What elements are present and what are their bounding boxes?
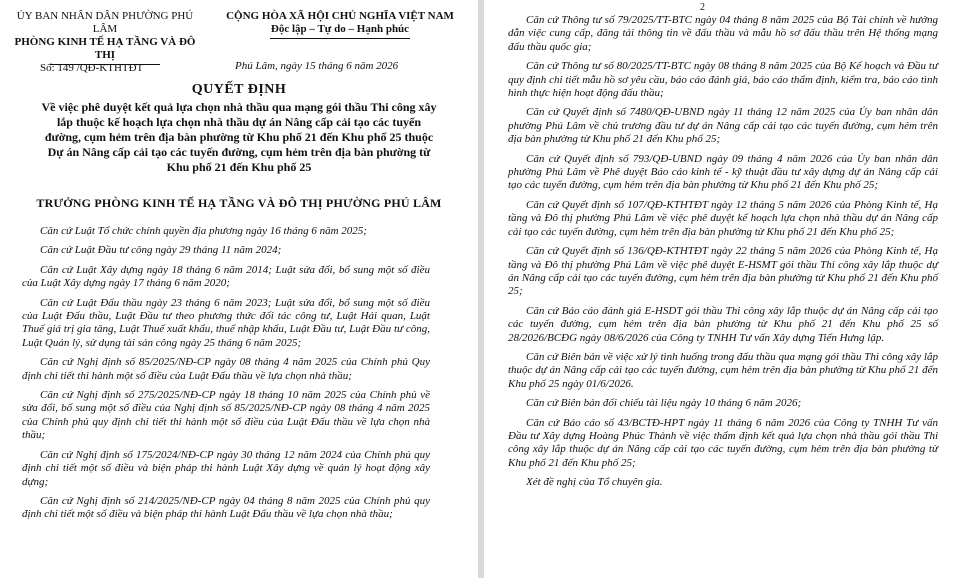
legal-basis-paragraph: Căn cứ Nghị định số 275/2025/NĐ-CP ngày 18 tháng 10 năm 2025 của Chính phủ về sửa đổi, bổ sung một số điều của Nghị định số 85/2025/NĐ-CP ngày 08 tháng 4 năm 2025 của Chính phủ quy định chi tiết thi hành một số điều của Luật Đấu thầu về lựa chọn nhà thầu; <box>22 389 430 442</box>
legal-basis-paragraph: Căn cứ Biên bản đối chiếu tài liệu ngày 10 tháng 6 năm 2026; <box>526 397 802 410</box>
legal-basis-paragraph: Căn cứ Quyết định số 136/QĐ-KTHTĐT ngày 22 tháng 5 năm 2026 của Phòng Kinh tế, Hạ tầng và Đô thị phường Phú Lâm về việc phê duyệt E-HSMT gói thầu Thi công xây lắp thuộc dự án Nâng cấp cải tạo các tuyến đường, cụm hẻm trên địa bàn phường từ Khu phố 21 đến Khu phố 25; <box>508 245 938 298</box>
document-title: QUYẾT ĐỊNH <box>191 82 287 97</box>
legal-basis-paragraph: Căn cứ Luật Xây dựng ngày 18 tháng 6 năm 2014; Luật sửa đổi, bổ sung một số điều của Luật Xây dựng ngày 17 tháng 6 năm 2020; <box>22 263 430 290</box>
place-and-date: Phú Lâm, ngày 15 tháng 6 năm 2026 <box>235 60 399 72</box>
legal-basis-paragraph: Căn cứ Nghị định số 175/2024/NĐ-CP ngày 30 tháng 12 năm 2024 của Chính phủ quy định chi tiết một số điều và biện pháp thi hành Luật Xây dựng về quản lý hoạt động xây dựng; <box>22 448 430 488</box>
legal-basis-paragraph: Căn cứ Quyết định số 7480/QĐ-UBND ngày 11 tháng 12 năm 2025 của Ủy ban nhân dân phường Phú Lâm về chủ trương đầu tư dự án Nâng cấp cải tạo các tuyến đường, cụm hẻm trên địa bàn phường từ Khu phố 21 đến Khu phố 25; <box>508 106 938 146</box>
document-subject: Về việc phê duyệt kết quả lựa chọn nhà thầu qua mạng gói thầu Thi công xây lắp thuộc kế hoạch lựa chọn nhà thầu dự án Nâng cấp cải tạo các tuyến đường, cụm hẻm trên địa bàn phường từ Khu phố 21 đến Khu phố 25 thuộc Dự án Nâng cấp cải tạo các tuyến đường, cụm hẻm trên địa bàn phường từ Khu phố 21 đến Khu phố 25 <box>41 100 437 174</box>
legal-basis-paragraph: Căn cứ Luật Đấu thầu ngày 23 tháng 6 năm 2023; Luật sửa đổi, bổ sung một số điều của Luật Đấu thầu, Luật Đầu tư theo phương thức đối tác công tư, Luật Hải quan, Luật Thuế giá trị gia tăng, Luật Thuế xuất khẩu, thuế nhập khẩu, Luật Đầu tư, Luật Đầu tư công, Luật Quản lý, sử dụng tài sản công ngày 25 tháng 6 năm 2025; <box>22 296 430 349</box>
legal-basis-paragraph: Căn cứ Biên bản về việc xử lý tình huống trong đấu thầu qua mạng gói thầu Thi công xây lắp thuộc dự án Nâng cấp cải tạo các tuyến đường, cụm hẻm trên địa bàn phường từ Khu phố 21 đến Khu phố 25 ngày 01/6/2026. <box>508 350 938 390</box>
legal-basis-paragraph: Căn cứ Báo cáo số 43/BCTĐ-HPT ngày 11 tháng 6 năm 2026 của Công ty TNHH Tư vấn Đầu tư Xây dựng Hoàng Phúc Thành về việc thẩm định kết quả lựa chọn nhà thầu gói thầu Thi công xây lắp thuộc dự án Nâng cấp cải tạo các tuyến đường, cụm hẻm trên địa bàn phường từ Khu phố 21 đến Khu phố 25; <box>508 416 938 469</box>
motto-underline <box>270 38 410 39</box>
legal-basis-paragraph: Căn cứ Nghị định số 85/2025/NĐ-CP ngày 08 tháng 4 năm 2025 của Chính phủ Quy định chi tiết thi hành một số điều của Luật Đấu thầu về lựa chọn nhà thầu; <box>22 356 430 382</box>
legal-basis-paragraph: Căn cứ Luật Tổ chức chính quyền địa phương ngày 16 tháng 6 năm 2025; <box>40 225 367 237</box>
legal-basis-paragraph: Căn cứ Thông tư số 79/2025/TT-BTC ngày 04 tháng 8 năm 2025 của Bộ Tài chính về hướng dẫn việc cung cấp, đăng tải thông tin về đấu thầu và mẫu hồ sơ đấu thầu trên Hệ thống mạng đấu thầu quốc gia; <box>508 14 938 53</box>
national-motto <box>210 10 470 39</box>
page-number: 2 <box>700 2 705 13</box>
legal-basis-paragraph: Căn cứ Quyết định số 107/QĐ-KTHTĐT ngày 12 tháng 5 năm 2026 của Phòng Kinh tế, Hạ tầng và Đô thị phường Phú Lâm về việc phê duyệt kế hoạch lựa chọn nhà thầu dự án Nâng cấp cải tạo các tuyến đường, cụm hẻm trên địa bàn phường từ Khu phố 21 đến Khu phố 25; <box>508 198 938 238</box>
legal-basis-paragraph: Căn cứ Nghị định số 214/2025/NĐ-CP ngày 04 tháng 8 năm 2025 của Chính phủ quy định chi tiết một số điều và biện pháp thi hành Luật Đấu thầu về lựa chọn nhà thầu; <box>22 494 430 521</box>
motto: Độc lập – Tự do – Hạnh phúc <box>270 23 410 35</box>
agency-parent: ỦY BAN NHÂN DÂN PHƯỜNG PHÚ LÂM <box>16 10 194 35</box>
document-page-1 <box>0 0 478 578</box>
legal-basis-paragraph: Căn cứ Thông tư số 80/2025/TT-BTC ngày 08 tháng 8 năm 2025 của Bộ Kế hoạch và Đầu tư quy định chi tiết mẫu hồ sơ yêu cầu, báo cáo đánh giá, báo cáo thẩm định, kiểm tra, báo cáo tình hình thực hiện hoạt động đấu thầu; <box>508 60 938 100</box>
legal-basis-paragraph: Căn cứ Luật Đầu tư công ngày 29 tháng 11 năm 2024; <box>40 244 282 257</box>
document-page-2 <box>484 0 960 578</box>
legal-basis-paragraph: Căn cứ Quyết định số 793/QĐ-UBND ngày 09 tháng 4 năm 2026 của Ủy ban nhân dân phường Phú Lâm về Phê duyệt Báo cáo kinh tế - kỹ thuật đầu tư xây dựng dự án Nâng cấp cải tạo các tuyến đường, cụm hẻm trên địa bàn phường từ Khu phố 21 đến Khu phố 25; <box>508 152 938 192</box>
legal-basis-list-page-2 <box>508 14 938 496</box>
agency-name: PHÒNG KINH TẾ HẠ TẦNG VÀ ĐÔ THỊ <box>14 36 196 61</box>
legal-basis-paragraph: Căn cứ Báo cáo đánh giá E-HSDT gói thầu Thi công xây lắp thuộc dự án Nâng cấp cải tạo các tuyến đường, cụm hẻm trên địa bàn phường từ Khu phố 21 đến Khu phố 25 số 28/2026/BCĐG ngày 08/6/2026 của Công ty TNHH Tư vấn Xây dựng Tiến Hưng lập. <box>508 304 938 344</box>
issuing-agency <box>10 10 200 65</box>
document-number: Số: 149 /QĐ-KTHTĐT <box>40 62 144 74</box>
legal-basis-list-page-1 <box>22 225 430 528</box>
issuing-authority: TRƯỞNG PHÒNG KINH TẾ HẠ TẦNG VÀ ĐÔ THỊ PHƯỜNG PHÚ LÂM <box>36 196 442 210</box>
country-name: CỘNG HÒA XÃ HỘI CHỦ NGHĨA VIỆT NAM <box>226 10 454 22</box>
closing-consideration: Xét đề nghị của Tổ chuyên gia. <box>526 476 663 489</box>
